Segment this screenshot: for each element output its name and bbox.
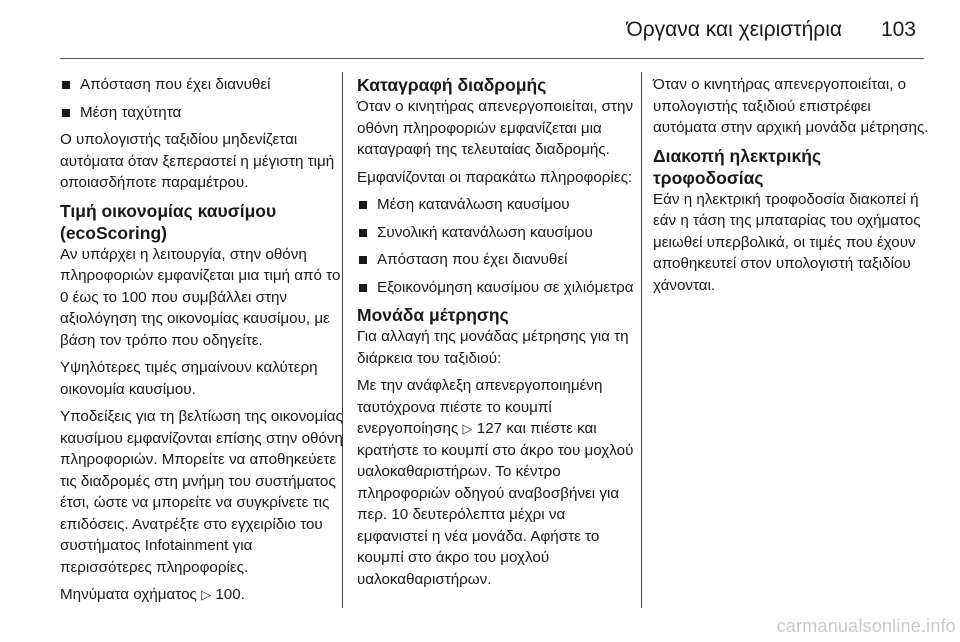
paragraph: Υψηλότερες τιμές σημαίνουν καλύτερη οικονομία καυσίμου. [60,359,318,398]
list-item: Απόσταση που έχει διανυθεί [357,249,637,271]
column-middle [357,74,637,596]
list-item: Εξοικονόμηση καυσίμου σε χιλιόμετρα [357,277,637,299]
paragraph: Για αλλαγή της μονάδας μέτρησης για τη διάρκεια του ταξιδιού: [357,328,629,367]
page-header [0,0,960,62]
list-item: Απόσταση που έχει διανυθεί [60,74,345,96]
page-ref-icon: ▷ [201,587,212,602]
paragraph-reference [60,584,345,606]
column-left [60,74,345,612]
section-heading-power: Διακοπή ηλεκτρικής τροφοδοσίας [653,145,822,188]
paragraph: Υποδείξεις για τη βελτίωση της οικονομίας καυσίμου εμφανίζονται επίσης στην οθόνη πληροφοριών. Μπορείτε να αποθηκεύετε τις διαδρομές στη μνήμη του συστήματος έτσι, ώστε να μπορείτε να συγκρίνετε τις επιδόσεις. Ανατρέξτε στο εγχειρίδιο του συστήματος Infotainment για περισσότερες πληροφορίες. [60,408,343,576]
header-divider [60,58,924,59]
page-reference-link[interactable]: 100. [215,586,245,603]
reference-text: Μηνύματα οχήματος [60,586,197,603]
column-divider [641,72,642,608]
paragraph: Αν υπάρχει η λειτουργία, στην οθόνη πληροφοριών εμφανίζεται μια τιμή από το 0 έως το 100 που συμβάλλει στην αξιολόγηση της οικονομίας καυσίμου, με βάση τον τρόπο που οδηγείτε. [60,245,341,349]
paragraph: Ο υπολογιστής ταξιδίου μηδενίζεται αυτόματα όταν ξεπεραστεί η μέγιστη τιμή οποιασδήποτε παραμέτρου. [60,131,335,191]
paragraph-reference [357,375,637,590]
list-item: Μέση κατανάλωση καυσίμου [357,194,637,216]
section-heading-unit: Μονάδα μέτρησης [357,305,509,325]
column-right [653,74,929,302]
watermark: carmanualsonline.info [776,616,956,636]
reference-text: Με την ανάφλεξη απενεργοποιημένη ταυτόχρονα πιέστε το κουμπί ενεργοποίησης [357,377,603,437]
reference-text-cont: και πιέστε και κρατήστε το κουμπί στο άκρο του μοχλού υαλοκαθαριστήρων. Το κέντρο πληροφοριών οδηγού αναβοσβήνει για περ. 10 δευτερόλεπτα μέχρι να εμφανιστεί η νέα μονάδα. Αφήστε το κουμπί στο άκρο του μοχλού υαλοκαθαριστήρων. [357,420,634,588]
section-heading-trip-log: Καταγραφή διαδρομής [357,75,547,95]
page-reference-link[interactable]: 127 [476,420,503,437]
list-item: Συνολική κατανάλωση καυσίμου [357,222,637,244]
page-number: 103 [880,18,916,41]
paragraph: Εμφανίζονται οι παρακάτω πληροφορίες: [357,168,633,186]
page-ref-icon: ▷ [462,421,473,436]
section-heading-eco: Τιμή οικονομίας καυσίμου (ecoScoring) [60,200,277,243]
paragraph: Όταν ο κινητήρας απενεργοποιείται, ο υπολογιστής ταξιδιού επιστρέφει αυτόματα στην αρχική μονάδα μέτρησης. [653,76,929,136]
paragraph: Εάν η ηλεκτρική τροφοδοσία διακοπεί ή εάν η τάση της μπαταρίας του οχήματος μειωθεί υπερβολικά, οι τιμές που έχουν αποθηκευτεί στον υπολογιστή ταξιδίου χάνονται. [653,190,921,294]
page-title: Όργανα και χειριστήρια [626,18,842,41]
paragraph: Όταν ο κινητήρας απενεργοποιείται, στην οθόνη πληροφοριών εμφανίζεται μια καταγραφή της τελευταίας διαδρομής. [357,98,634,158]
list-item: Μέση ταχύτητα [60,102,345,124]
